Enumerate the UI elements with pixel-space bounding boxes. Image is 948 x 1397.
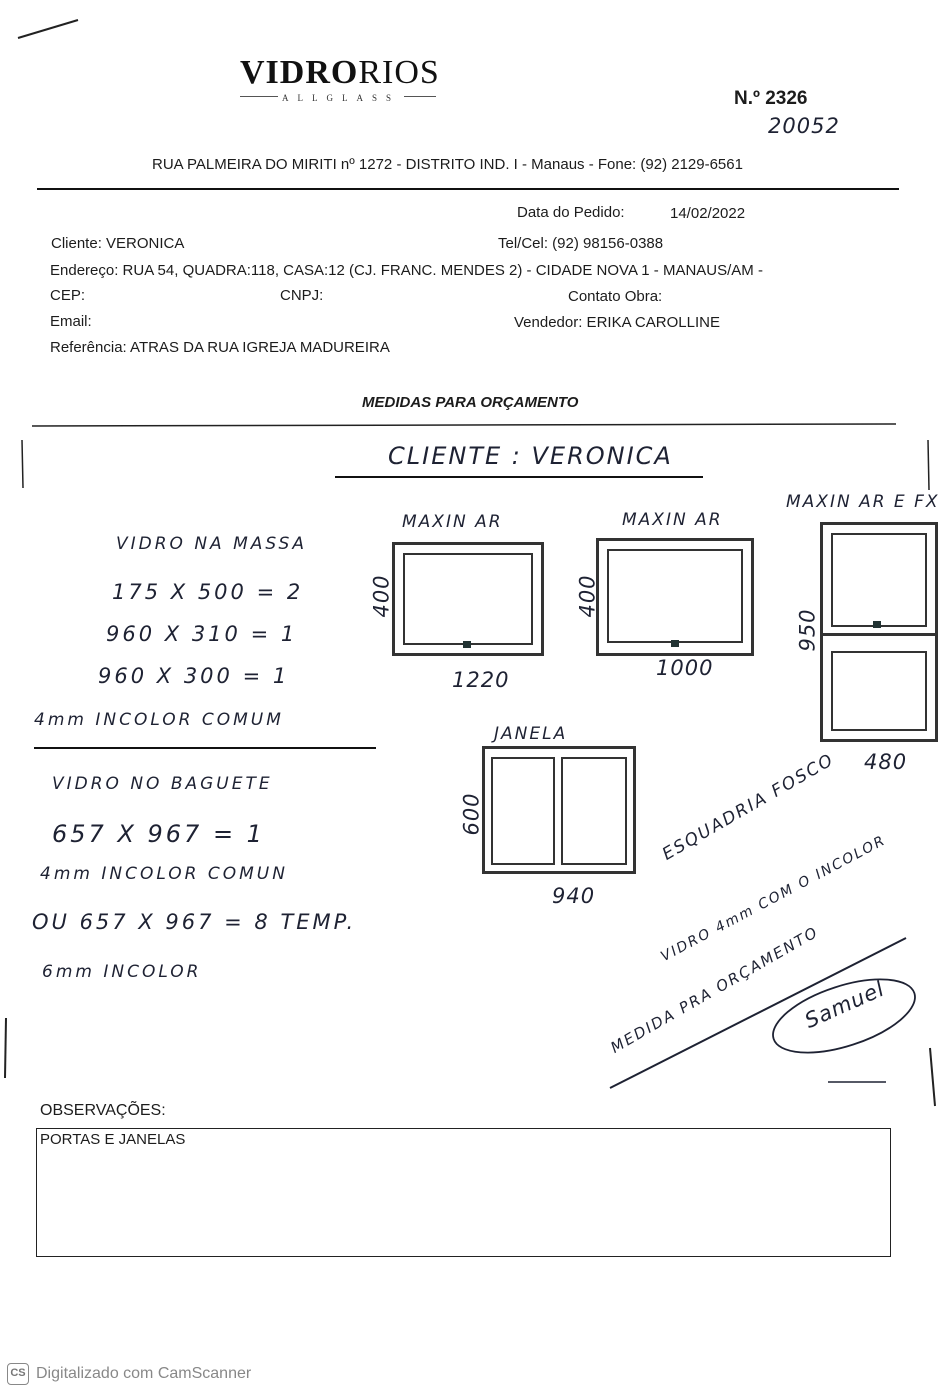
baguete-line-3: OU 657 X 967 = 8 TEMP. (32, 910, 357, 934)
signature-mark (600, 930, 930, 1100)
company-address: RUA PALMEIRA DO MIRITI nº 1272 - DISTRITO IND. I - Manaus - Fone: (92) 2129-6561 (152, 156, 743, 173)
window3-top-pane (831, 533, 927, 627)
window2-handle-icon (671, 640, 679, 647)
window3-frame (820, 522, 938, 742)
email-field: Email: (50, 313, 92, 330)
contact-field: Contato Obra: (568, 288, 663, 305)
reference-field: Referência: ATRAS DA RUA IGREJA MADUREIRA (50, 339, 390, 356)
client-field: Cliente: VERONICA (51, 235, 185, 252)
window2-frame (596, 538, 754, 656)
window4-right-pane (561, 757, 627, 865)
massa-line-1: 175 X 500 = 2 (112, 580, 304, 604)
signature: Samuel (801, 976, 889, 1033)
pen-stroke (14, 14, 84, 44)
header-rule (37, 188, 899, 190)
baguete-line-4: 6mm INCOLOR (42, 962, 202, 982)
window4-width: 940 (552, 884, 596, 908)
cnpj-field: CNPJ: (280, 287, 324, 304)
window4-left-pane (491, 757, 555, 865)
window2-width: 1000 (656, 656, 714, 680)
camscanner-icon-text: CS (10, 1367, 26, 1379)
address-field: Endereço: RUA 54, QUADRA:118, CASA:12 (CJ. FRANC. MENDES 2) - CIDADE NOVA 1 - MANAUS/AM - (50, 262, 763, 279)
window3-height: 950 (795, 608, 820, 652)
scanner-credit: Digitalizado com CamScanner (36, 1365, 252, 1382)
window4-title: JANELA (494, 724, 568, 744)
cep-field: CEP: (50, 287, 86, 304)
massa-line-4: 4mm INCOLOR COMUM (34, 710, 284, 730)
company-logo (240, 54, 440, 92)
window4-frame (482, 746, 636, 874)
baguete-line-2: 4mm INCOLOR COMUN (40, 864, 288, 884)
section-title: MEDIDAS PARA ORÇAMENTO (362, 394, 579, 411)
window1-width: 1220 (452, 668, 510, 692)
observations-label: OBSERVAÇÕES: (40, 1102, 166, 1119)
window1-frame (392, 542, 544, 656)
notes-divider (34, 747, 376, 749)
diagonal-note-3: MEDIDA PRA ORÇAMENTO (607, 922, 822, 1057)
client-heading-underline (335, 476, 703, 478)
order-number: N.º 2326 (734, 88, 808, 109)
client-heading: CLIENTE : VERONICA (388, 442, 673, 470)
window3-bottom-pane (831, 651, 927, 731)
window3-title: MAXIN AR E FX (786, 492, 940, 512)
window4-height: 600 (459, 792, 484, 836)
window1-handle-icon (463, 641, 471, 648)
window1-height: 400 (369, 574, 394, 618)
window1-pane (403, 553, 533, 645)
observations-text: PORTAS E JANELAS (40, 1131, 186, 1148)
logo-thin-text: RIOS (358, 54, 440, 91)
baguete-title: VIDRO NO BAGUETE (52, 774, 273, 794)
logo-bold-text: VIDRO (240, 54, 359, 91)
window2-title: MAXIN AR (622, 510, 723, 530)
massa-line-2: 960 X 310 = 1 (106, 622, 298, 646)
window1-title: MAXIN AR (402, 512, 503, 532)
diagonal-note-1: ESQUADRIA FOSCO (659, 749, 838, 865)
window2-pane (607, 549, 743, 643)
window2-height: 400 (575, 574, 600, 618)
diagonal-note-2: VIDRO 4mm COM O INCOLOR (658, 832, 889, 966)
observations-box (36, 1128, 891, 1257)
date-value: 14/02/2022 (670, 205, 746, 222)
massa-title: VIDRO NA MASSA (116, 534, 307, 554)
camscanner-icon (7, 1363, 29, 1385)
phone-field: Tel/Cel: (92) 98156-0388 (498, 235, 664, 252)
window3-handle-icon (873, 621, 881, 628)
baguete-line-1: 657 X 967 = 1 (52, 820, 265, 848)
window3-width: 480 (864, 750, 908, 774)
handwritten-number: 20052 (768, 114, 840, 138)
logo-subtitle: ALLGLASS (278, 93, 404, 103)
date-label: Data do Pedido: (517, 204, 625, 221)
seller-field: Vendedor: ERIKA CAROLLINE (514, 314, 720, 331)
window3-divider (823, 633, 935, 636)
massa-line-3: 960 X 300 = 1 (98, 664, 290, 688)
